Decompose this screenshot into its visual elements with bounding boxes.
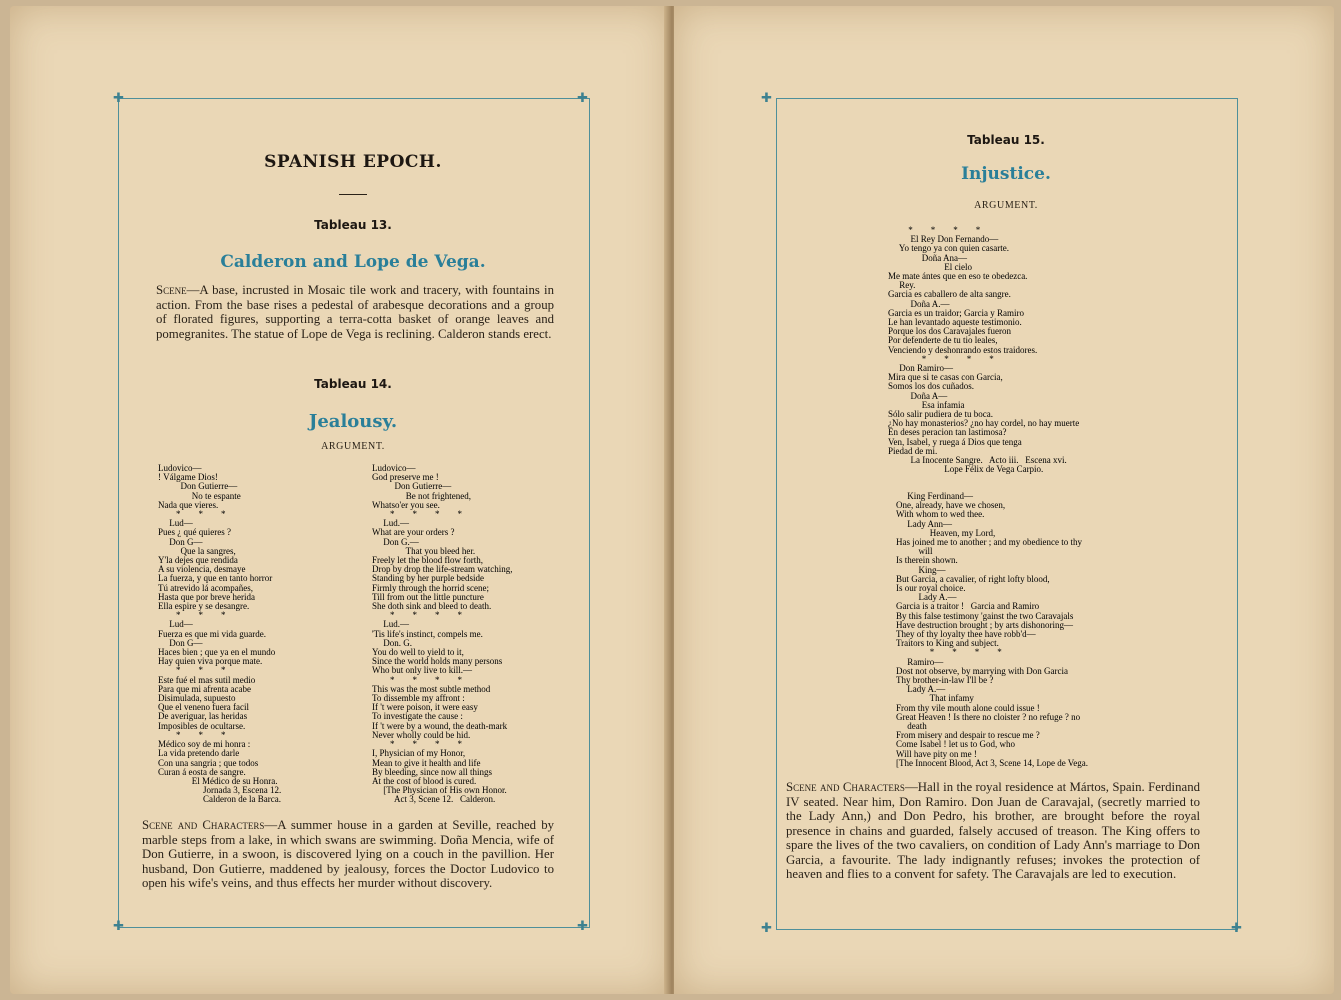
corner-cross-icon: ✚ bbox=[113, 91, 124, 106]
tableau-13-scene bbox=[156, 283, 554, 341]
corner-cross-icon: ✚ bbox=[577, 91, 588, 106]
english-verse-injustice: King Ferdinand— One, already, have we chosen, With whom to wed thee. Lady Ann— Heaven, my Lord, Has joined me to another ; and my obedience to thy will Is therein shown. King— But Garcia, a cavalier, of right lofty blood, Is our royal choice. Lady A.— Garcia is a traitor ! Garcia and Ramiro By this false testimony 'gainst the two Caravajals Have destruction brought ; by arts dishonoring— They of thy loyalty thee have robb'd— Traitors to King and subject. * * * * Ramiro— Dost not observe, by marrying with Don Garcia Thy brother-in-law I'll be ? Lady A.— That infamy From thy vile mouth alone could issue ! Great Heaven ! Is there no cloister ? no refuge ? no death From misery and despair to rescue me ? Come Isabel ! let us to God, who Will have pity on me ! [The Innocent Blood, Act 3, Scene 14, Lope de Vega. bbox=[896, 491, 1089, 768]
tableau-13-title: Calderon and Lope de Vega. bbox=[220, 252, 486, 272]
scene-lead: Scene and Characters bbox=[142, 818, 265, 832]
spanish-verse-injustice: * * * * El Rey Don Fernando— Yo tengo ya con quien casarte. Doña Ana— El cielo Me mate ántes que en eso te obedezca. Rey. Garcia es caballero de alta sangre. Doña A.— Garcia es un traidor; Garcia y Ramiro Le han levantado aqueste testimonio. Porque los dos Caravajales fueron Por defenderte de tu tio leales, Venciendo y deshonrando estos traidores. * * * * Don Ramiro— Mira que si te casas con Garcia, Somos los dos cuñados. Doña A— Esa infamia Sólo salir pudiera de tu boca. ¿No hay monasterios? ¿no hay cordel, no hay muerte En deses peracion tan lastimosa? Ven, Isabel, y ruega á Dios que tenga Piedad de mi. La Inocente Sangre. Acto iii. Escena xvi. Lope Félix de Vega Carpio. bbox=[888, 225, 1080, 475]
corner-cross-icon: ✚ bbox=[577, 919, 588, 934]
scene-text: —A summer house in a garden at Seville, reached by marble steps from a lake, in which swans are swimming. Doña Mencia, wife of Don Gutierre, in a swoon, is discovered lying on a couch in the pavillion. Her husband, Don Gutierre, maddened by jealousy, forces the Doctor Ludovico to open his wife's veins, and thus effects her murder without discovery. bbox=[142, 818, 554, 890]
tableau-14-scene bbox=[142, 818, 554, 891]
tableau-14-title: Jealousy. bbox=[308, 411, 398, 432]
corner-cross-icon: ✚ bbox=[1231, 921, 1242, 936]
tableau-15-label: Tableau 15. bbox=[967, 133, 1045, 147]
spanish-verse-jealousy: Ludovico— ! Válgame Dios! Don Gutierre— No te espante Nada que vieres. * * * Lud— Pues ¿ qué quieres ? Don G— Que la sangres, Y'la dejes que rendida A su violencia, desmaye La fuerza, y que en tanto horror Tú atrevido lá acompañes, Hasta que por breve herida Ella espire y se desangre. * * * Lud— Fuerza es que mi vida guarde. Don G— Haces bien ; que ya en el mundo Hay quien viva porque mate. * * * Este fué el mas sutil medio Para que mi afrenta acabe Disimulada, supuesto Que el veneno fuera facil De averiguar, las heridas Imposibles de ocultarse. * * * Médico soy de mi honra : La vida pretendo darle Con una sangria ; que todos Curan á eosta de sangre. El Médico de su Honra. Jornada 3, Escena 12. Calderon de la Barca. bbox=[158, 463, 282, 805]
corner-cross-icon: ✚ bbox=[761, 91, 772, 106]
epoch-heading: SPANISH EPOCH. bbox=[264, 152, 442, 172]
scene-lead: Scene and Characters bbox=[786, 780, 905, 794]
heading-rule bbox=[339, 194, 367, 195]
english-verse-jealousy: Ludovico— God preserve me ! Don Gutierre— Be not frightened, Whatso'er you see. * * * * Lud.— What are your orders ? Don G.— That you bleed her. Freely let the blood flow forth, Drop by drop the life-stream watching, Standing by her purple bedside Firmly through the horrid scene; Till from out the little puncture She doth sink and bleed to death. * * * * Lud.— 'Tis life's instinct, compels me. Don. G. You do well to yield to it, Since the world holds many persons Who but only live to kill.— * * * * This was the most subtle method To dissemble my affront : If 't were poison, it were easy To investigate the cause : If 't were by a wound, the death-mark Never wholly could be hid. * * * * I, Physician of my Honor, Mean to give it health and life By bleeding, since now all things At the cost of blood is cured. [The Physician of His own Honor. Act 3, Scene 12. Calderon. bbox=[372, 463, 513, 805]
right-page bbox=[674, 6, 1334, 994]
tableau-14-argument: ARGUMENT. bbox=[321, 441, 385, 452]
tableau-15-argument: ARGUMENT. bbox=[974, 200, 1038, 211]
tableau-14-label: Tableau 14. bbox=[314, 377, 392, 391]
tableau-13-label: Tableau 13. bbox=[314, 218, 392, 232]
scene-lead: Scene bbox=[156, 283, 187, 297]
tableau-15-scene bbox=[786, 780, 1200, 882]
left-page bbox=[10, 6, 670, 994]
corner-cross-icon: ✚ bbox=[113, 919, 124, 934]
scene-text: —A base, incrusted in Mosaic tile work and tracery, with fountains in action. From the base rises a pedestal of arabesque decorations and a group of florated figures, supporting a terra-cotta basket of orange leaves and pomegranites. The statue of Lope de Vega is reclining. Calderon stands erect. bbox=[156, 283, 554, 341]
corner-cross-icon: ✚ bbox=[761, 921, 772, 936]
scene-text: —Hall in the royal residence at Mártos, Spain. Ferdinand IV seated. Near him, Don Ramiro. Don Juan de Caravajal, (secretly married to the Lady Ann,) and Don Pedro, his brother, are brought before the royal presence in chains and guarded, falsely accused of treason. The King offers to spare the lives of the two cavaliers, on condition of Lady Ann's marriage to Don Garcia, a favourite. The lady indignantly refuses; invokes the protection of heaven and flies to a convent for safety. The Caravajals are led to execution. bbox=[786, 780, 1200, 881]
tableau-15-title: Injustice. bbox=[961, 164, 1051, 184]
